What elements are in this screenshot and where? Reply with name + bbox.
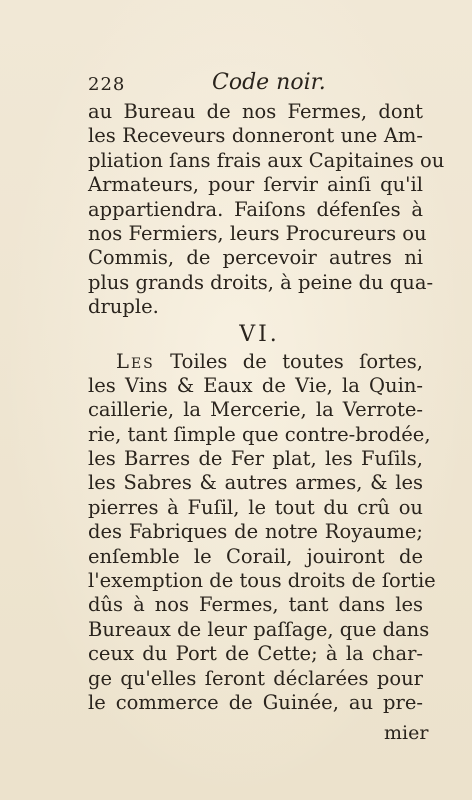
page-number: 228: [88, 74, 126, 95]
text-line: druple.: [88, 295, 159, 319]
text-line: les Vins & Eaux de Vie, la Quin-: [88, 373, 423, 397]
text-line: caillerie, la Mercerie, la Verrote-: [88, 398, 423, 422]
first-line-rest: Toiles de toutes ſortes,: [154, 349, 423, 373]
text-line: l'exemption de tous droits de ſortie: [88, 569, 436, 593]
text-line: le commerce de Guinée, au pre-: [88, 690, 423, 714]
text-line: nos Fermiers, leurs Procureurs ou: [88, 221, 427, 245]
text-line: des Fabriques de notre Royaume;: [88, 520, 423, 544]
text-line: dûs à nos Fermes, tant dans les: [88, 593, 423, 617]
body-text: [88, 100, 445, 715]
text-line: les Sabres & autres armes, & les: [88, 471, 423, 495]
text-line: ceux du Port de Cette; à la char-: [88, 642, 423, 666]
catchword: mier: [384, 722, 429, 744]
text-line: Commis, de percevoir autres ni: [88, 246, 423, 270]
text-line: appartiendra. Faiſons défenſes à: [88, 197, 423, 221]
text-line: ge qu'elles ſeront déclarées pour: [88, 666, 423, 690]
text-line: pierres à Fuſil, le tout du crû ou: [88, 495, 423, 519]
running-title: Code noir.: [212, 70, 326, 95]
initial-word: Les: [116, 349, 155, 373]
text-line: Bureaux de leur paſſage, que dans: [88, 617, 430, 641]
section-first-line: [88, 350, 423, 374]
page-header: [88, 70, 418, 98]
text-line: enſemble le Corail, jouiront de: [88, 544, 423, 568]
text-line: rie, tant ſimple que contre-brodée,: [88, 422, 431, 446]
text-line: plus grands droits, à peine du qua-: [88, 270, 434, 294]
text-line: les Receveurs donneront une Am-: [88, 124, 423, 148]
text-line: pliation ſans frais aux Capitaines ou: [88, 148, 445, 172]
section-heading: VI.: [239, 321, 280, 347]
text-line: les Barres de Fer plat, les Fuſils,: [88, 447, 423, 471]
text-line: Armateurs, pour ſervir ainſi qu'il: [88, 173, 423, 197]
text-line: au Bureau de nos Fermes, dont: [88, 100, 423, 123]
